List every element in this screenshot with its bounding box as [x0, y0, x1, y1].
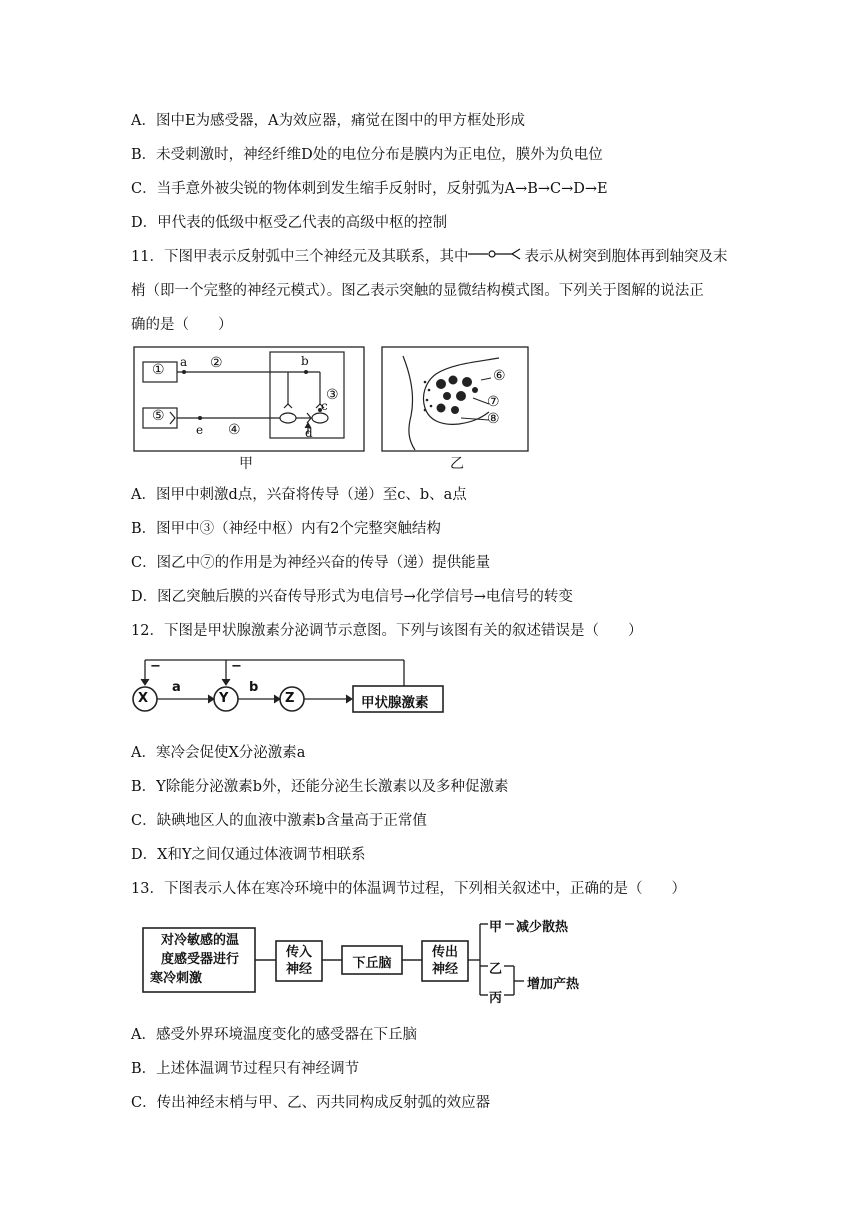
arrow-label-a: a [172, 680, 181, 695]
q11-stem-line3: 确的是（ ） [131, 317, 233, 333]
stimulus-box-line2: 度感受器进行 [160, 952, 239, 967]
figure-yi-caption: 乙 [450, 456, 464, 472]
feedback-minus-y: − [231, 659, 242, 674]
q11-option-a: A．图甲中刺激d点，兴奋将传导（递）至c、b、a点 [131, 487, 467, 503]
q12-option-a: A．寒冷会促使X分泌激素a [131, 745, 306, 761]
q13-option-c: C．传出神经末梢与甲、乙、丙共同构成反射弧的效应器 [131, 1095, 491, 1111]
label-e: e [196, 423, 204, 437]
afferent-nerve-line2: 神经 [285, 962, 312, 977]
label-d: d [305, 426, 313, 440]
q11-stem-line1 [131, 247, 727, 267]
figure-jia [133, 346, 365, 452]
q12-stem: 12．下图是甲状腺激素分泌调节示意图。下列与该图有关的叙述错误是（ ） [131, 623, 643, 639]
label-8: ⑧ [487, 411, 500, 427]
label-increase-heat-production: 增加产热 [527, 977, 580, 992]
arrow-label-b: b [249, 680, 259, 695]
q12-option-b: B．Y除能分泌激素b外，还能分泌生长激素以及多种促激素 [131, 779, 509, 795]
thermoregulation-diagram [142, 911, 602, 1007]
figure-jia-caption: 甲 [239, 456, 253, 472]
q11-stem-pre: 11．下图甲表示反射弧中三个神经元及其联系，其中 [131, 249, 469, 265]
label-c: c [321, 399, 328, 413]
q13-option-b: B．上述体温调节过程只有神经调节 [131, 1061, 360, 1077]
thyroid-hormone-box: 甲状腺激素 [361, 695, 429, 711]
label-bing: 丙 [489, 991, 503, 1006]
q12-option-c: C．缺碘地区人的血液中激素b含量高于正常值 [131, 813, 427, 829]
figure-yi [381, 346, 529, 452]
label-6: ⑥ [493, 368, 506, 384]
label-5: ⑤ [152, 408, 165, 424]
q10-option-c: C．当手意外被尖锐的物体刺到发生缩手反射时，反射弧为A→B→C→D→E [131, 181, 608, 197]
afferent-nerve-line1: 传入 [285, 945, 312, 960]
q11-option-d: D．图乙突触后膜的兴奋传导形式为电信号→化学信号→电信号的转变 [131, 589, 573, 605]
stimulus-box-line1: 对冷敏感的温 [160, 933, 239, 948]
label-jia: 甲 [489, 920, 503, 935]
neuron-model-icon [468, 247, 524, 267]
label-2: ② [210, 355, 223, 371]
q10-option-a: A．图中E为感受器，A为效应器，痛觉在图中的甲方框处形成 [131, 113, 526, 129]
q11-option-b: B．图甲中③（神经中枢）内有2个完整突触结构 [131, 521, 441, 537]
q11-stem-line2: 梢（即一个完整的神经元模式）。图乙表示突触的显微结构模式图。下列关于图解的说法正 [131, 283, 704, 299]
label-7: ⑦ [487, 394, 500, 410]
q10-option-b: B．未受刺激时，神经纤维D处的电位分布是膜内为正电位，膜外为负电位 [131, 147, 603, 163]
q11-option-c: C．图乙中⑦的作用是为神经兴奋的传导（递）提供能量 [131, 555, 491, 571]
q12-option-d: D．X和Y之间仅通过体液调节相联系 [131, 847, 366, 863]
q13-stem: 13．下图表示人体在寒冷环境中的体温调节过程，下列相关叙述中，正确的是（ ） [131, 881, 686, 897]
node-x: X [138, 691, 149, 706]
label-yi: 乙 [489, 962, 503, 977]
label-3: ③ [326, 387, 339, 403]
q10-option-d: D．甲代表的低级中枢受乙代表的高级中枢的控制 [131, 215, 448, 231]
label-a: a [180, 355, 188, 369]
label-1: ① [152, 362, 165, 378]
q13-option-a: A．感受外界环境温度变化的感受器在下丘脑 [131, 1027, 417, 1043]
node-z: Z [285, 691, 295, 706]
hypothalamus-box: 下丘脑 [352, 956, 392, 971]
label-b: b [301, 354, 309, 368]
stimulus-box-line3: 寒冷刺激 [150, 971, 203, 986]
label-4: ④ [228, 422, 241, 438]
q11-stem-post: 表示从树突到胞体再到轴突及末 [524, 249, 728, 265]
node-y: Y [219, 691, 229, 706]
efferent-nerve-line2: 神经 [431, 962, 458, 977]
feedback-minus-x: − [150, 659, 161, 674]
efferent-nerve-line1: 传出 [431, 945, 458, 960]
label-reduce-heat-loss: 减少散热 [516, 920, 569, 935]
thyroid-regulation-diagram [130, 655, 450, 721]
